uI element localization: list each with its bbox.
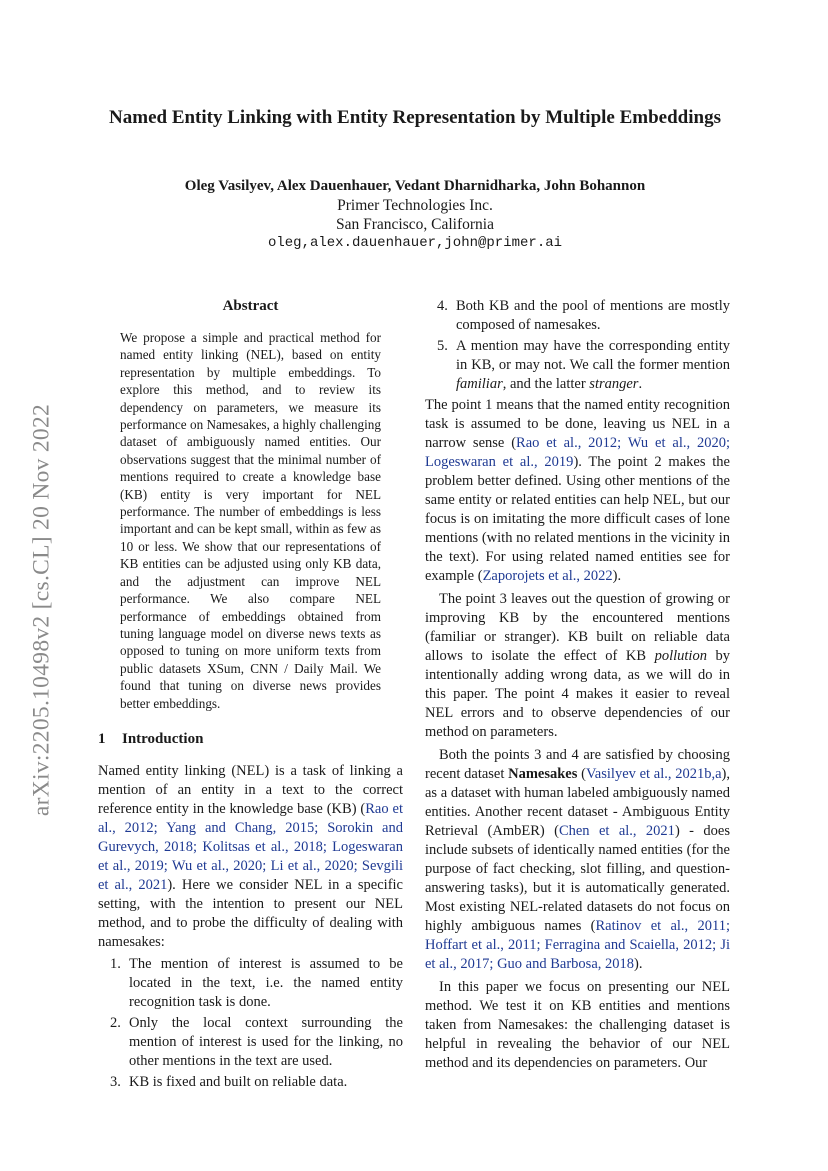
citation-link[interactable]: Zaporojets et al., 2022: [482, 568, 613, 584]
citation-link[interactable]: Chen et al., 2021: [558, 823, 675, 839]
text-run: .: [638, 376, 643, 392]
intro-paragraph-1: [98, 762, 403, 952]
email-address: oleg,alex.dauenhauer,john@primer.ai: [267, 235, 563, 251]
right-column: [425, 297, 730, 1073]
text-run: A mention may have the corresponding entity in KB, or may not. We call the former mention: [456, 338, 730, 373]
text-run: by intentionally adding wrong data, as we will do in this paper. The point 4 makes it easier to reveal NEL errors and to observe dependencies of our method on parameters.: [425, 648, 731, 740]
abstract-text: We propose a simple and practical method for named entity linking (NEL), based on entity representation by multiple embeddings. To explore this method, and to review its dependency on parameters, we measure its performance on Namesakes, a highly challenging dataset of ambiguously named entities. Our observations suggest that the minimal number of mentions required to create a knowledge base (KB) entity is very important for NEL performance. The number of embeddings is less important and can be kept small, within as few as 10 or less. We show that our representations of KB entities can be adjusted using only KB data, and the adjustment can improve NEL performance. We also compare NEL performance of embeddings obtained from tuning language model on diverse news texts as opposed to tuning on more uniform texts from public datasets XSum, CNN / Daily Mail. We found that tuning on diverse news provides better embeddings.: [120, 330, 381, 711]
text-run: The point 3 leaves out the question of growing or improving KB by the encountered mentions (familiar or stranger). KB built on reliable data allows to isolate the effect of KB: [425, 591, 730, 664]
text-run: Both the points 3 and 4 are satisfied by choosing recent dataset: [425, 747, 730, 782]
list-item: [98, 1014, 403, 1071]
list-item-text: Only the local context surrounding the mention of interest is used for the linking, no other mentions in the text are used.: [129, 1014, 403, 1069]
abstract-heading: Abstract: [222, 298, 279, 314]
assumption-list-continued: [425, 297, 730, 394]
assumption-list: [98, 955, 403, 1092]
list-item: [425, 297, 730, 335]
list-item: [98, 955, 403, 1012]
arxiv-identifier: arXiv:2205.10498v2 [cs.CL] 20 Nov 2022: [28, 403, 55, 817]
citation-link[interactable]: Rao et al., 2012; Wu et al., 2020; Logeswaran et al., 2019: [425, 435, 730, 470]
left-column: [98, 297, 403, 1094]
section-number: 1: [98, 730, 106, 747]
list-number: 5.: [437, 338, 448, 354]
body-paragraph-4: [425, 746, 730, 974]
citation-link[interactable]: Rao et al., 2012; Yang and Chang, 2015; Sorokin and Gurevych, 2018; Kolitsas et al., 2018; Logeswaran et al., 2019; Wu et al., 2020; Li et al., 2020; Sevgili et al., 2021: [98, 800, 403, 893]
paper-title: Named Entity Linking with Entity Representation by Multiple Embeddings: [109, 107, 721, 128]
citation-link[interactable]: Vasilyev et al., 2021b,a: [585, 766, 722, 782]
location: San Francisco, California: [336, 216, 494, 233]
list-number: 4.: [437, 298, 448, 314]
citation-link[interactable]: Ratinov et al., 2011; Hoffart et al., 2011; Ferragina and Scaiella, 2012; Ji et al., 2017; Guo and Barbosa, 2018: [425, 918, 730, 972]
emphasis: pollution: [654, 648, 707, 664]
list-item-text: KB is fixed and built on reliable data.: [129, 1073, 348, 1090]
emphasis: stranger: [589, 376, 639, 392]
text-run: ). Here we consider NEL in a specific setting, with the intention to present our NEL method, and to probe the difficulty of dealing with namesakes:: [98, 876, 403, 950]
list-number: 3.: [110, 1073, 121, 1090]
text-run: Named entity linking (NEL) is a task of linking a mention of an entity in a text to the correct reference entity in the knowledge base (KB) (: [98, 762, 403, 817]
arxiv-sidebar-stamp: [22, 360, 62, 860]
text-run: ) - does include subsets of identically named entities (for the purpose of fact checking, slot filling, and question-answering tasks), but it is automatically generated. Most existing NEL-related datasets do not focus on highly ambiguous names (: [425, 823, 730, 934]
text-run: ).: [612, 568, 622, 584]
dataset-name: Namesakes: [508, 766, 578, 782]
body-paragraph-2: [425, 396, 730, 586]
list-item-text: The mention of interest is assumed to be located in the text, i.e. the named entity recognition task is done.: [129, 955, 403, 1010]
list-item-text: Both KB and the pool of mentions are mostly composed of namesakes.: [456, 298, 730, 333]
text-run: The point 1 means that the named entity recognition task is assumed to be done, leaving us NEL in a narrow sense (: [425, 397, 730, 451]
text-run: , and the latter: [502, 376, 590, 392]
text-run: ). The point 2 makes the problem better defined. Using other mentions of the same entity or related entities can help NEL, but our focus is on imitating the more difficult cases of lone mentions (with no related mentions in the vicinity in the text). For using related named entities see for example (: [425, 454, 730, 584]
list-item: [98, 1073, 403, 1092]
affiliation-block: [100, 196, 730, 253]
list-item: [425, 337, 730, 394]
list-number: 2.: [110, 1014, 121, 1031]
list-number: 1.: [110, 955, 121, 972]
text-run: (: [577, 766, 586, 782]
text-run: ).: [634, 956, 643, 972]
emphasis: familiar: [456, 376, 503, 392]
affiliation: Primer Technologies Inc.: [337, 197, 493, 214]
text-run: ), as a dataset with human labeled ambiguously named entities. Another recent dataset - Ambiguous Entity Retrieval (AmbER) (: [425, 766, 730, 839]
section-title: Introduction: [122, 730, 204, 747]
author-list: Oleg Vasilyev, Alex Dauenhauer, Vedant Dharnidharka, John Bohannon: [184, 178, 646, 194]
body-paragraph-3: [425, 590, 730, 742]
body-paragraph-5: In this paper we focus on presenting our NEL method. We test it on KB entities and mentions taken from Namesakes: the challenging dataset is helpful in revealing the behavior of our NEL method and its dependencies on parameters. Our: [425, 979, 730, 1071]
section-heading-introduction: [98, 730, 403, 749]
